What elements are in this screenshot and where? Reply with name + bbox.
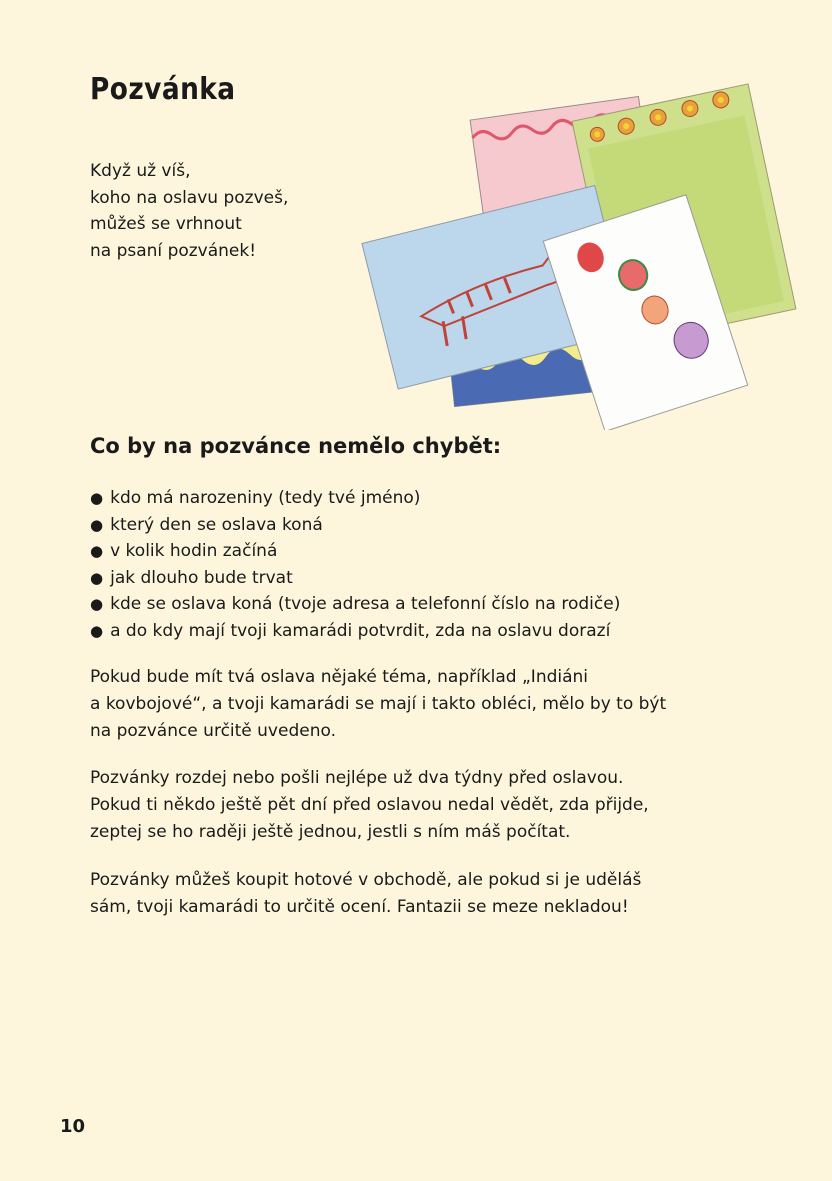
intro-line: koho na oslavu pozveš, — [90, 187, 289, 208]
paragraph-line: Pokud ti někdo ještě pět dní před oslavou nedal vědět, zda přijde, — [90, 795, 649, 815]
paragraph-line: Pokud bude mít tvá oslava nějaké téma, například „Indiáni — [90, 667, 589, 687]
list-item: ● a do kdy mají tvoji kamarádi potvrdit, zda na oslavu dorazí — [90, 618, 620, 645]
intro-text — [90, 158, 288, 264]
invitations-illustration — [355, 70, 800, 430]
list-item: ● v kolik hodin začíná — [90, 538, 620, 565]
page-number: 10 — [60, 1116, 86, 1137]
paragraph-line: Pozvánky rozdej nebo pošli nejlépe už dva týdny před oslavou. — [90, 768, 624, 788]
intro-line: na psaní pozvánek! — [90, 240, 257, 261]
list-item: ● kde se oslava koná (tvoje adresa a telefonní číslo na rodiče) — [90, 591, 620, 618]
paragraph-line: zeptej se ho raději ještě jednou, jestli s ním máš počítat. — [90, 822, 571, 842]
paragraph-line: Pozvánky můžeš koupit hotové v obchodě, ale pokud si je uděláš — [90, 870, 642, 890]
list-item: ● kdo má narozeniny (tedy tvé jméno) — [90, 485, 620, 512]
checklist — [90, 485, 620, 645]
paragraph-theme — [90, 664, 770, 745]
section-heading: Co by na pozvánce nemělo chybět: — [90, 434, 502, 458]
list-item: ● jak dlouho bude trvat — [90, 565, 620, 592]
page-title: Pozvánka — [90, 72, 236, 107]
paragraph-line: a kovbojové“, a tvoji kamarádi se mají i takto obléci, mělo by to být — [90, 694, 667, 714]
intro-line: Když už víš, — [90, 161, 191, 181]
paragraph-buying — [90, 867, 770, 921]
paragraph-timing — [90, 765, 770, 846]
list-item: ● který den se oslava koná — [90, 512, 620, 539]
intro-line: můžeš se vrhnout — [90, 214, 242, 234]
paragraph-line: na pozvánce určitě uvedeno. — [90, 721, 336, 741]
paragraph-line: sám, tvoji kamarádi to určitě ocení. Fantazii se meze nekladou! — [90, 897, 629, 917]
